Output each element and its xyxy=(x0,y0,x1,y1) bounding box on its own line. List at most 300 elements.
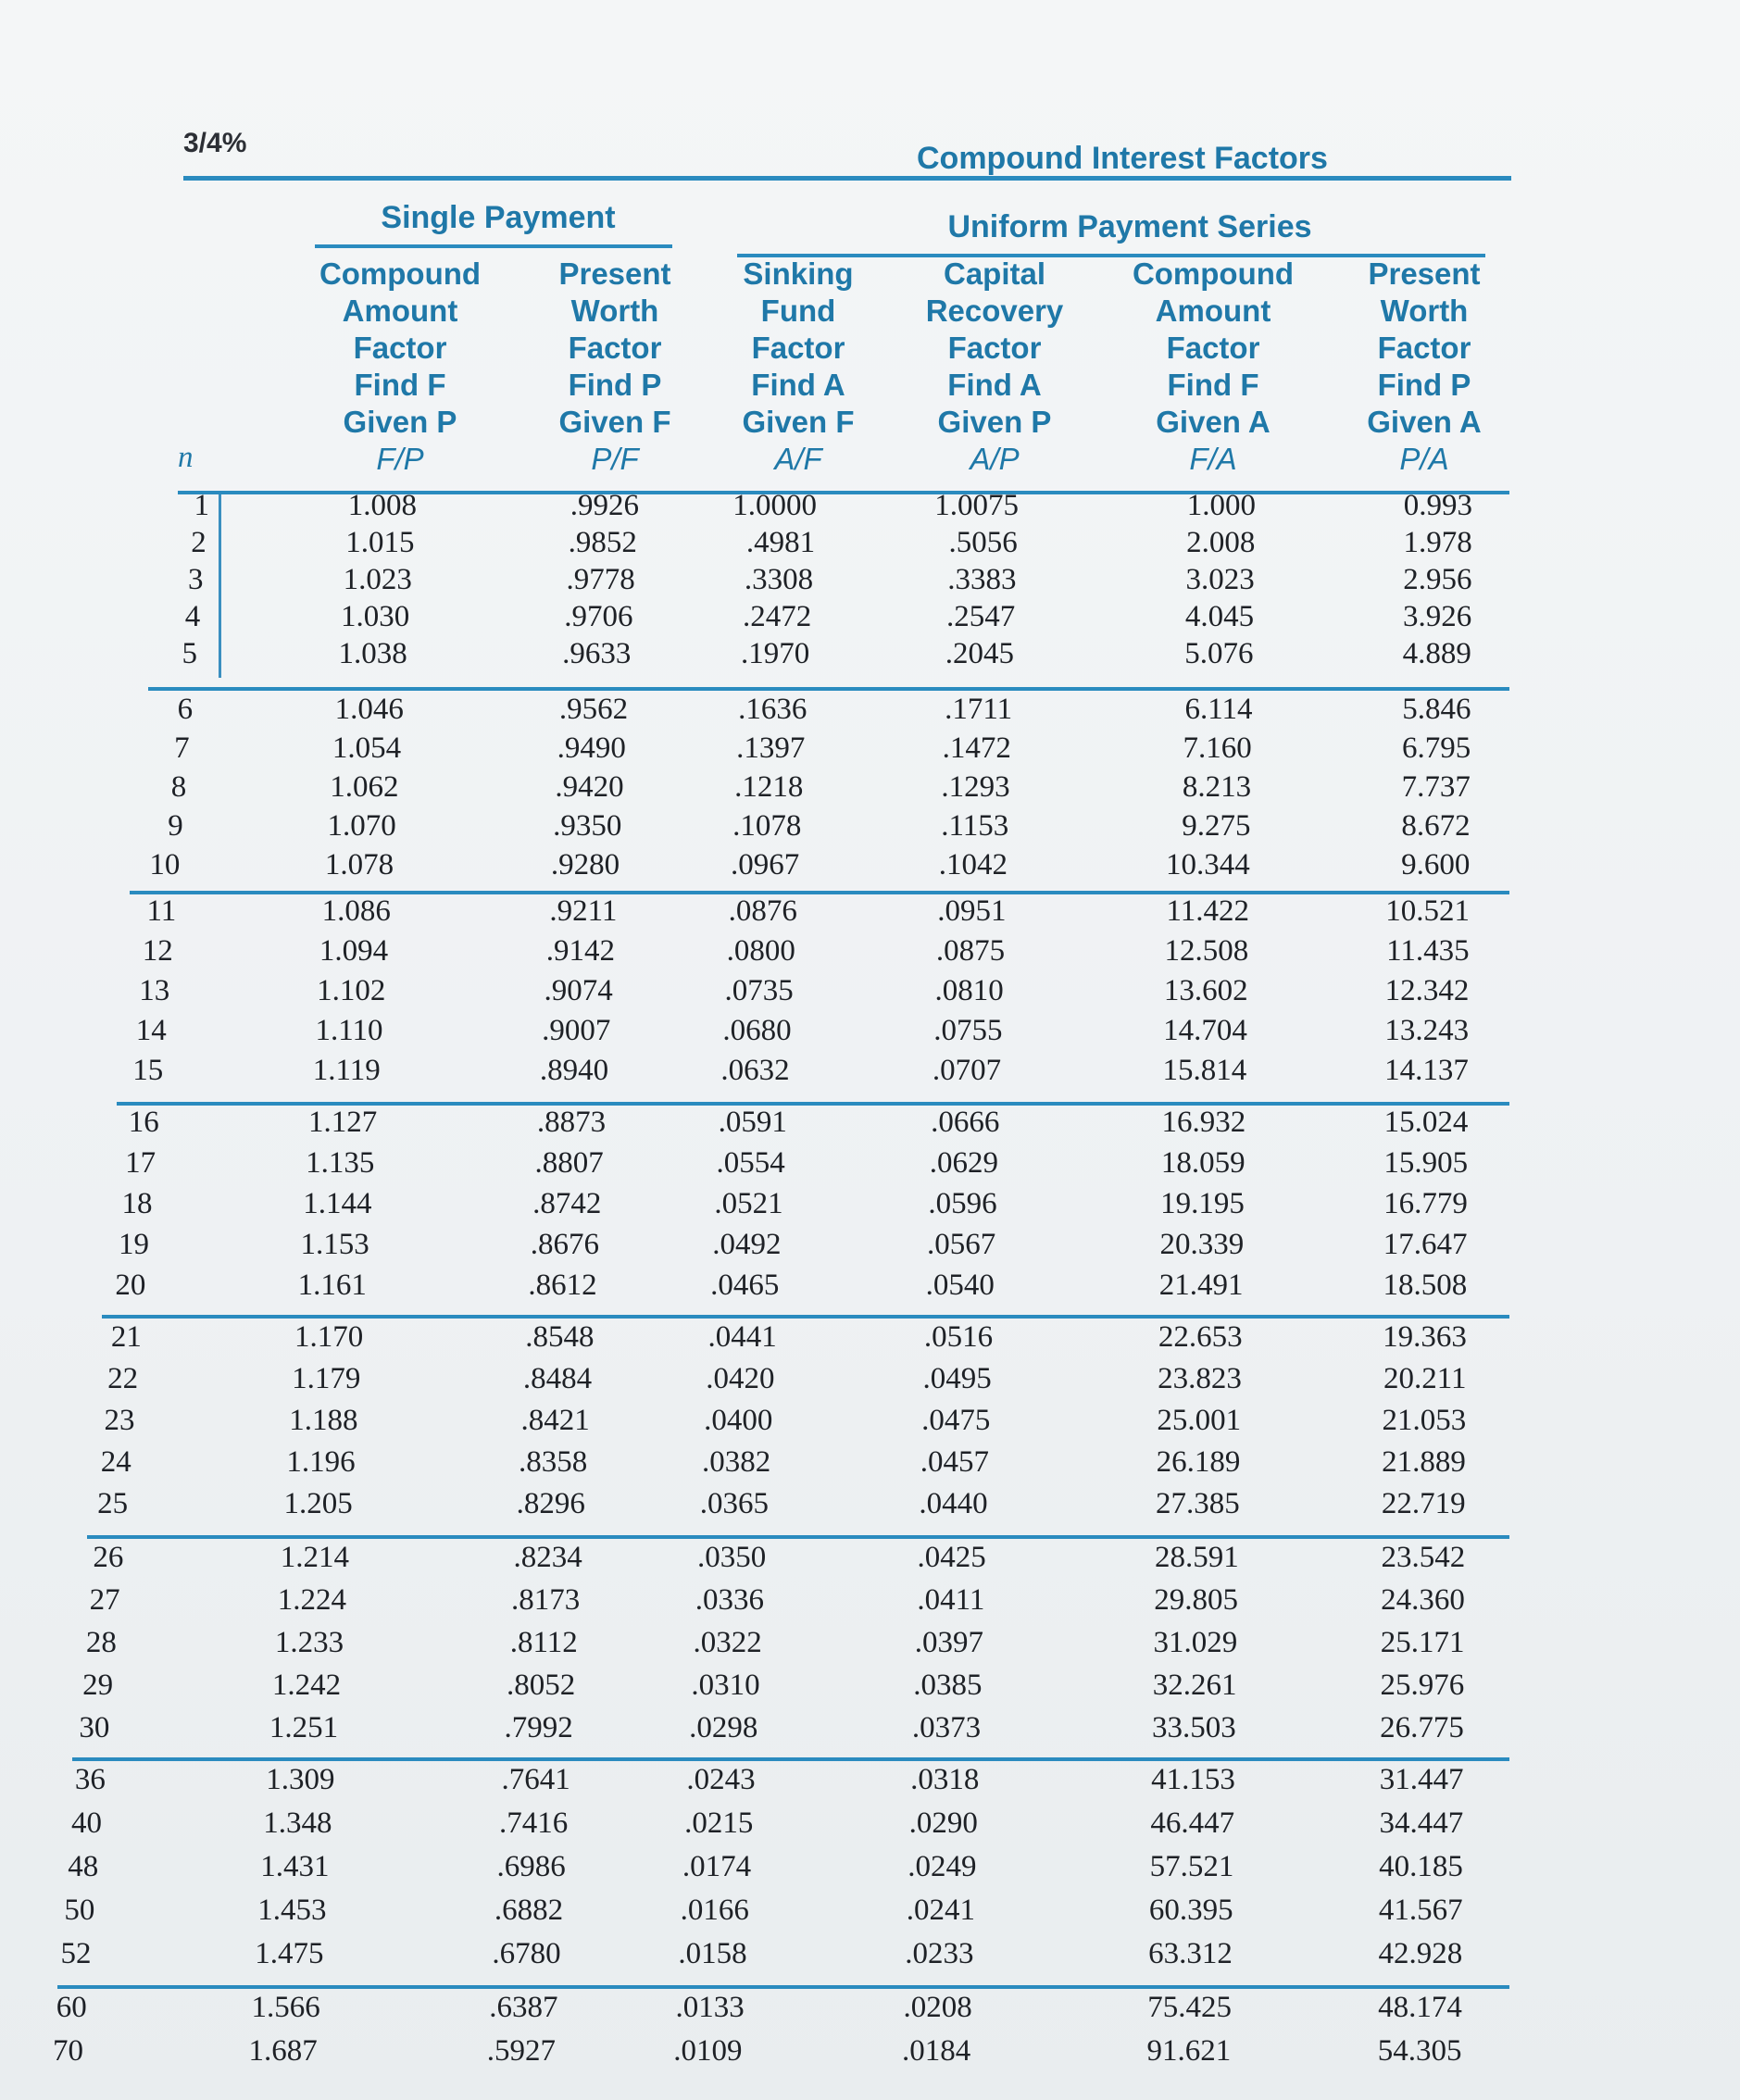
af-value: .1218 xyxy=(734,770,804,804)
ap-value: .2547 xyxy=(946,600,1016,633)
block-divider-rule xyxy=(102,1315,1509,1319)
block-divider-rule xyxy=(87,1535,1509,1539)
column-header-pf xyxy=(522,256,707,478)
header-line: Find A xyxy=(947,368,1042,402)
n-value: 15 xyxy=(132,1054,164,1087)
fa-value: 9.275 xyxy=(1182,809,1251,843)
pf-value: .9350 xyxy=(553,809,622,843)
header-line: Find A xyxy=(751,368,845,402)
n-value: 17 xyxy=(125,1146,156,1180)
header-line: Given F xyxy=(558,405,671,439)
pa-value: 15.905 xyxy=(1383,1146,1469,1180)
header-line: Find F xyxy=(354,368,446,402)
af-value: .1397 xyxy=(736,731,806,765)
fp-value: 1.023 xyxy=(343,563,412,596)
fp-value: 1.242 xyxy=(271,1669,342,1702)
n-value: 50 xyxy=(64,1894,95,1927)
pa-value: 9.600 xyxy=(1401,848,1471,881)
fa-value: 11.422 xyxy=(1166,894,1249,928)
pf-value: .5927 xyxy=(486,2034,556,2068)
ap-value: .0397 xyxy=(914,1626,983,1659)
pa-value: 19.363 xyxy=(1383,1320,1467,1354)
header-line: Fund xyxy=(760,294,836,328)
header-notation: F/P xyxy=(376,442,424,476)
ap-value: .0596 xyxy=(928,1187,997,1220)
header-line: Worth xyxy=(1380,294,1469,328)
n-value: 26 xyxy=(93,1541,124,1574)
ap-value: .0385 xyxy=(913,1669,983,1702)
pf-value: .6387 xyxy=(489,1991,558,2024)
header-line: Factor xyxy=(751,331,845,365)
pa-value: 26.775 xyxy=(1380,1711,1464,1744)
n-value: 9 xyxy=(168,809,183,843)
pa-value: 25.976 xyxy=(1380,1669,1465,1702)
column-header-pa xyxy=(1332,256,1517,478)
n-value: 21 xyxy=(110,1320,142,1354)
fa-value: 31.029 xyxy=(1153,1626,1238,1659)
n-value: 11 xyxy=(146,894,177,928)
fp-value: 1.030 xyxy=(341,600,410,633)
block-divider-rule xyxy=(117,1102,1509,1106)
fp-value: 1.153 xyxy=(300,1228,369,1261)
pa-value: 14.137 xyxy=(1384,1054,1469,1087)
header-line: Find P xyxy=(1377,368,1471,402)
pf-value: .8173 xyxy=(510,1583,581,1617)
af-value: .1078 xyxy=(732,809,802,843)
pa-value: 22.719 xyxy=(1381,1487,1466,1520)
block-divider-rule xyxy=(148,687,1509,691)
fa-value: 2.008 xyxy=(1186,526,1256,559)
pf-value: .9706 xyxy=(564,600,633,633)
pa-value: 41.567 xyxy=(1378,1894,1463,1927)
n-value: 4 xyxy=(184,600,201,633)
fp-value: 1.015 xyxy=(345,526,415,559)
pf-value: .8358 xyxy=(519,1445,588,1479)
header-line: Given P xyxy=(343,405,457,439)
ap-value: .3383 xyxy=(947,563,1017,596)
header-line: Present xyxy=(558,256,671,291)
pf-value: .9007 xyxy=(542,1014,611,1047)
n-value: 27 xyxy=(89,1583,120,1617)
n-value: 24 xyxy=(100,1445,131,1479)
fa-value: 4.045 xyxy=(1184,600,1255,633)
af-value: .0400 xyxy=(704,1404,773,1437)
fa-value: 7.160 xyxy=(1183,731,1252,765)
fa-value: 6.114 xyxy=(1184,693,1253,726)
ap-value: .0184 xyxy=(902,2034,971,2068)
fp-value: 1.054 xyxy=(332,731,402,765)
af-value: .0310 xyxy=(691,1669,760,1702)
pa-value: 5.846 xyxy=(1402,693,1471,726)
fa-value: 21.491 xyxy=(1158,1269,1244,1302)
fa-value: 26.189 xyxy=(1156,1445,1241,1479)
pa-value: 23.542 xyxy=(1381,1541,1466,1574)
af-value: .0420 xyxy=(706,1362,775,1395)
fp-value: 1.309 xyxy=(266,1763,335,1796)
pa-value: 11.435 xyxy=(1386,934,1470,968)
header-notation: A/F xyxy=(774,442,822,476)
pa-value: 17.647 xyxy=(1383,1228,1468,1261)
pa-value: 6.795 xyxy=(1401,731,1471,765)
header-line: Given P xyxy=(937,405,1052,439)
header-line: Amount xyxy=(342,294,458,328)
n-value: 5 xyxy=(182,637,197,670)
n-value: 10 xyxy=(149,848,181,881)
header-notation: F/A xyxy=(1189,442,1237,476)
ap-value: .2045 xyxy=(945,637,1015,670)
n-value: 2 xyxy=(191,526,207,559)
column-header-af xyxy=(706,256,891,478)
ap-value: .0666 xyxy=(931,1106,1000,1139)
fp-value: 1.188 xyxy=(289,1404,358,1437)
pf-value: .6780 xyxy=(492,1937,561,1970)
pf-value: .9280 xyxy=(550,848,620,881)
fp-value: 1.046 xyxy=(334,693,404,726)
fp-value: 1.348 xyxy=(263,1806,332,1840)
fp-value: 1.224 xyxy=(277,1583,347,1617)
pa-value: 48.174 xyxy=(1378,1991,1462,2024)
pf-value: .9926 xyxy=(570,489,639,522)
af-value: .0441 xyxy=(707,1320,777,1354)
pa-value: 21.889 xyxy=(1382,1445,1466,1479)
fa-value: 25.001 xyxy=(1157,1404,1242,1437)
pa-value: 2.956 xyxy=(1403,563,1472,596)
fp-value: 1.205 xyxy=(283,1487,353,1520)
column-header-fa xyxy=(1120,256,1306,478)
fa-value: 18.059 xyxy=(1160,1146,1246,1180)
header-line: Recovery xyxy=(925,294,1064,328)
pa-value: 18.508 xyxy=(1383,1269,1468,1302)
fp-value: 1.214 xyxy=(280,1541,349,1574)
pa-value: 40.185 xyxy=(1379,1850,1463,1883)
fa-value: 63.312 xyxy=(1148,1937,1233,1970)
fa-value: 13.602 xyxy=(1163,974,1248,1007)
title-rule xyxy=(183,176,1511,181)
n-value: 22 xyxy=(107,1362,139,1395)
fp-value: 1.119 xyxy=(312,1054,381,1087)
pa-value: 21.053 xyxy=(1382,1404,1467,1437)
af-value: .4981 xyxy=(745,526,816,559)
pf-value: .9490 xyxy=(557,731,626,765)
n-value: 13 xyxy=(139,974,170,1007)
af-value: .0336 xyxy=(695,1583,765,1617)
pf-value: .8484 xyxy=(522,1362,593,1395)
pa-value: 34.447 xyxy=(1379,1806,1464,1840)
fp-value: 1.062 xyxy=(330,770,399,804)
ap-value: .0810 xyxy=(934,974,1004,1007)
fp-value: 1.127 xyxy=(307,1106,378,1139)
column-header-ap xyxy=(902,256,1087,478)
ap-value: .0241 xyxy=(906,1894,975,1927)
pa-value: 31.447 xyxy=(1379,1763,1464,1796)
pf-value: .7992 xyxy=(504,1711,573,1744)
fa-value: 15.814 xyxy=(1162,1054,1247,1087)
af-value: .0365 xyxy=(699,1487,770,1520)
n-value: 16 xyxy=(128,1106,159,1139)
pf-value: .8807 xyxy=(534,1146,604,1180)
fp-value: 1.102 xyxy=(317,974,386,1007)
n-value: 14 xyxy=(135,1014,167,1047)
block-divider-rule xyxy=(72,1757,1509,1761)
fp-value: 1.078 xyxy=(324,848,394,881)
fa-value: 27.385 xyxy=(1155,1487,1240,1520)
af-value: .0174 xyxy=(682,1850,752,1883)
fp-value: 1.233 xyxy=(274,1626,344,1659)
ap-value: .0318 xyxy=(910,1763,980,1796)
af-value: .0322 xyxy=(693,1626,762,1659)
ap-value: .0425 xyxy=(917,1541,986,1574)
table-title: Compound Interest Factors xyxy=(917,141,1328,176)
pf-value: .7641 xyxy=(501,1763,570,1796)
pa-value: 20.211 xyxy=(1383,1362,1467,1395)
fa-value: 3.023 xyxy=(1185,563,1255,596)
ap-value: .0540 xyxy=(925,1269,995,1302)
pf-value: .8112 xyxy=(509,1626,578,1659)
af-value: .0632 xyxy=(720,1054,790,1087)
n-value: 1 xyxy=(194,489,209,522)
fp-value: 1.179 xyxy=(292,1362,361,1395)
group-uniform-series: Uniform Payment Series xyxy=(947,209,1312,244)
pa-value: 12.342 xyxy=(1384,974,1470,1007)
pa-value: 42.928 xyxy=(1378,1937,1463,1970)
ap-value: .0875 xyxy=(935,934,1006,968)
header-line: Factor xyxy=(568,331,662,365)
pa-value: 16.779 xyxy=(1383,1187,1468,1220)
pf-value: .8873 xyxy=(536,1106,607,1139)
ap-value: .0629 xyxy=(929,1146,998,1180)
group-single-rule xyxy=(315,244,672,248)
fa-value: 32.261 xyxy=(1152,1669,1237,1702)
af-value: .0215 xyxy=(684,1806,754,1840)
fp-value: 1.110 xyxy=(315,1014,383,1047)
af-value: .1636 xyxy=(738,693,807,726)
n-value: 48 xyxy=(68,1850,99,1883)
header-line: Amount xyxy=(1155,294,1271,328)
af-value: .0492 xyxy=(712,1228,782,1261)
pa-value: 7.737 xyxy=(1401,770,1471,804)
header-line: Capital xyxy=(943,256,1046,291)
pa-value: 4.889 xyxy=(1402,637,1471,670)
ap-value: .1293 xyxy=(941,770,1010,804)
fp-value: 1.170 xyxy=(294,1320,364,1354)
pa-value: 0.993 xyxy=(1403,489,1472,522)
pf-value: .8296 xyxy=(516,1487,585,1520)
n-value: 23 xyxy=(104,1404,135,1437)
fp-value: 1.144 xyxy=(303,1187,372,1220)
block-divider-rule xyxy=(130,891,1509,894)
fp-value: 1.135 xyxy=(306,1146,375,1180)
pf-value: .9778 xyxy=(566,563,635,596)
ap-value: .0755 xyxy=(933,1014,1003,1047)
ap-value: .0457 xyxy=(920,1445,989,1479)
n-value: 20 xyxy=(115,1269,146,1302)
n-value: 3 xyxy=(187,563,204,596)
af-value: .0166 xyxy=(680,1894,749,1927)
fp-value: 1.566 xyxy=(251,1991,320,2024)
pa-value: 54.305 xyxy=(1377,2034,1462,2068)
header-line: Given A xyxy=(1367,405,1482,439)
fp-value: 1.086 xyxy=(321,894,391,928)
ap-value: .0208 xyxy=(903,1991,972,2024)
ap-value: .0475 xyxy=(921,1404,991,1437)
af-value: .0680 xyxy=(722,1014,792,1047)
ap-value: .5056 xyxy=(948,526,1018,559)
n-value: 70 xyxy=(52,2034,83,2068)
header-line: Sinking xyxy=(743,256,854,291)
af-value: .3308 xyxy=(744,563,814,596)
ap-value: .0233 xyxy=(905,1937,974,1970)
pf-value: .6986 xyxy=(496,1850,566,1883)
header-line: Factor xyxy=(1377,331,1471,365)
fp-value: 1.008 xyxy=(347,489,417,522)
ap-value: .1472 xyxy=(942,731,1011,765)
pa-value: 15.024 xyxy=(1383,1106,1469,1139)
header-line: Compound xyxy=(1132,256,1295,291)
pa-value: 3.926 xyxy=(1402,600,1472,633)
fa-value: 46.447 xyxy=(1150,1806,1235,1840)
fa-value: 60.395 xyxy=(1148,1894,1233,1927)
fp-value: 1.251 xyxy=(269,1711,339,1744)
ap-value: .1153 xyxy=(941,809,1009,843)
fa-value: 91.621 xyxy=(1146,2034,1232,2068)
fa-value: 1.000 xyxy=(1186,489,1256,522)
fp-value: 1.094 xyxy=(319,934,389,968)
pf-value: .8612 xyxy=(528,1269,597,1302)
ap-value: .1711 xyxy=(945,693,1013,726)
n-value: 6 xyxy=(177,693,194,726)
af-value: .2472 xyxy=(742,600,812,633)
pf-value: .8940 xyxy=(539,1054,609,1087)
pa-value: 10.521 xyxy=(1385,894,1470,928)
fa-value: 28.591 xyxy=(1155,1541,1239,1574)
fa-value: 33.503 xyxy=(1152,1711,1236,1744)
pa-value: 24.360 xyxy=(1381,1583,1465,1617)
ap-value: .0440 xyxy=(919,1487,988,1520)
pf-value: .9211 xyxy=(549,894,618,928)
pf-value: .9420 xyxy=(555,770,624,804)
pf-value: .7416 xyxy=(498,1806,569,1840)
pf-value: .9074 xyxy=(544,974,613,1007)
n-value: 28 xyxy=(85,1626,117,1659)
header-line: Factor xyxy=(353,331,447,365)
ap-value: .0411 xyxy=(917,1583,985,1617)
group-single-payment: Single Payment xyxy=(381,200,616,235)
fp-value: 1.070 xyxy=(327,809,396,843)
n-value: 30 xyxy=(79,1711,110,1744)
n-value: 36 xyxy=(74,1763,106,1796)
header-line: Worth xyxy=(570,294,659,328)
pf-value: .8742 xyxy=(532,1187,602,1220)
header-notation: P/F xyxy=(591,442,639,476)
header-line: Find F xyxy=(1167,368,1259,402)
af-value: .0298 xyxy=(689,1711,758,1744)
fp-value: 1.038 xyxy=(338,637,407,670)
fp-value: 1.431 xyxy=(260,1850,330,1883)
af-value: .0133 xyxy=(675,1991,745,2024)
ap-value: .0373 xyxy=(911,1711,982,1744)
pf-value: .8421 xyxy=(520,1404,590,1437)
fp-value: 1.196 xyxy=(286,1445,356,1479)
n-value: 40 xyxy=(71,1806,103,1840)
af-value: .0109 xyxy=(673,2034,743,2068)
n-value: 52 xyxy=(60,1937,92,1970)
fa-value: 14.704 xyxy=(1163,1014,1247,1047)
af-value: .0967 xyxy=(731,848,800,881)
n-value: 60 xyxy=(56,1991,87,2024)
pf-value: .8548 xyxy=(525,1320,595,1354)
pa-value: 13.243 xyxy=(1384,1014,1470,1047)
n-value: 7 xyxy=(174,731,190,765)
n-value: 18 xyxy=(121,1187,153,1220)
pf-value: .8052 xyxy=(507,1669,576,1702)
pa-value: 8.672 xyxy=(1401,809,1471,843)
pa-value: 25.171 xyxy=(1380,1626,1465,1659)
n-value: 29 xyxy=(82,1669,114,1702)
header-line: Given A xyxy=(1156,405,1271,439)
header-line: Given F xyxy=(742,405,855,439)
fa-value: 8.213 xyxy=(1182,770,1252,804)
fa-value: 16.932 xyxy=(1161,1106,1246,1139)
pf-value: .9142 xyxy=(545,934,616,968)
ap-value: .0567 xyxy=(927,1228,996,1261)
fa-value: 22.653 xyxy=(1158,1320,1243,1354)
af-value: .0591 xyxy=(718,1106,787,1139)
fa-value: 5.076 xyxy=(1184,637,1254,670)
af-value: 1.0000 xyxy=(732,489,817,522)
fp-value: 1.687 xyxy=(248,2034,318,2068)
fa-value: 57.521 xyxy=(1149,1850,1234,1883)
block-divider-rule xyxy=(57,1985,1509,1989)
interest-rate-label: 3/4% xyxy=(183,128,247,158)
n-value: 8 xyxy=(170,770,187,804)
ap-value: .0495 xyxy=(922,1362,992,1395)
af-value: .0554 xyxy=(716,1146,785,1180)
n-value: 12 xyxy=(142,934,173,968)
header-notation: A/P xyxy=(970,442,1020,476)
fa-value: 23.823 xyxy=(1158,1362,1242,1395)
af-value: .0158 xyxy=(678,1937,747,1970)
pf-value: .9562 xyxy=(558,693,629,726)
af-value: .1970 xyxy=(741,637,810,670)
ap-value: .0516 xyxy=(923,1320,994,1354)
n-value: 19 xyxy=(118,1228,149,1261)
pf-value: .8234 xyxy=(513,1541,582,1574)
af-value: .0800 xyxy=(726,934,795,968)
header-line: Compound xyxy=(319,256,482,291)
fp-value: 1.475 xyxy=(255,1937,324,1970)
pf-value: .6882 xyxy=(494,1894,564,1927)
ap-value: 1.0075 xyxy=(934,489,1019,522)
header-line: Present xyxy=(1368,256,1481,291)
fa-value: 20.339 xyxy=(1159,1228,1245,1261)
ap-value: .1042 xyxy=(938,848,1008,881)
fa-value: 29.805 xyxy=(1154,1583,1239,1617)
pf-value: .8676 xyxy=(530,1228,599,1261)
ap-value: .0951 xyxy=(937,894,1007,928)
af-value: .0350 xyxy=(696,1541,767,1574)
af-value: .0243 xyxy=(686,1763,756,1796)
pf-value: .9633 xyxy=(562,637,632,670)
ap-value: .0290 xyxy=(908,1806,978,1840)
fa-value: 10.344 xyxy=(1166,848,1250,881)
af-value: .0382 xyxy=(701,1445,771,1479)
fa-value: 19.195 xyxy=(1160,1187,1245,1220)
header-line: Factor xyxy=(947,331,1042,365)
fp-value: 1.161 xyxy=(297,1269,367,1302)
fa-value: 12.508 xyxy=(1164,934,1249,968)
ap-value: .0249 xyxy=(908,1850,977,1883)
n-column-divider xyxy=(219,494,221,678)
